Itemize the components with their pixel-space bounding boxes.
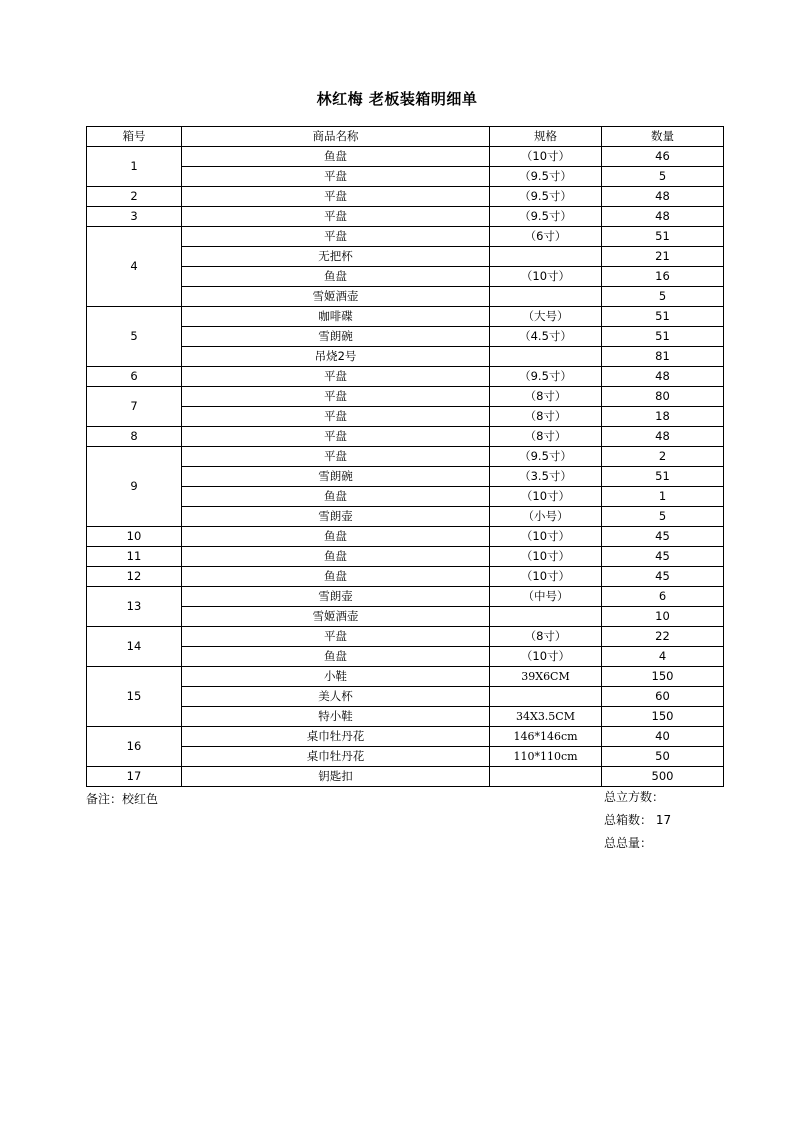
table-row bbox=[87, 547, 724, 567]
quantity-cell: 500 bbox=[602, 767, 724, 787]
box-number-cell: 15 bbox=[87, 667, 182, 727]
box-number-cell: 7 bbox=[87, 387, 182, 427]
product-name-cell: 平盘 bbox=[182, 367, 490, 387]
product-name-cell: 钥匙扣 bbox=[182, 767, 490, 787]
table-row bbox=[87, 527, 724, 547]
box-number-cell: 17 bbox=[87, 767, 182, 787]
product-name-cell: 鱼盘 bbox=[182, 547, 490, 567]
table-row bbox=[87, 167, 724, 187]
box-number-cell: 10 bbox=[87, 527, 182, 547]
specification-cell: （10寸） bbox=[490, 487, 602, 507]
specification-cell: （10寸） bbox=[490, 567, 602, 587]
quantity-cell: 40 bbox=[602, 727, 724, 747]
product-name-cell: 平盘 bbox=[182, 167, 490, 187]
table-row bbox=[87, 367, 724, 387]
table-row bbox=[87, 747, 724, 767]
box-number-cell: 16 bbox=[87, 727, 182, 767]
specification-cell: （小号） bbox=[490, 507, 602, 527]
quantity-cell: 5 bbox=[602, 507, 724, 527]
product-name-cell: 平盘 bbox=[182, 447, 490, 467]
specification-cell: 110*110cm bbox=[490, 747, 602, 767]
product-name-cell: 雪姬酒壶 bbox=[182, 607, 490, 627]
summary-block bbox=[604, 790, 671, 859]
product-name-cell: 鱼盘 bbox=[182, 527, 490, 547]
specification-cell: （10寸） bbox=[490, 527, 602, 547]
quantity-cell: 45 bbox=[602, 527, 724, 547]
table-row bbox=[87, 227, 724, 247]
product-name-cell: 鱼盘 bbox=[182, 647, 490, 667]
specification-cell: （6寸） bbox=[490, 227, 602, 247]
product-name-cell: 雪姬酒壶 bbox=[182, 287, 490, 307]
table-row bbox=[87, 387, 724, 407]
document-title: 林红梅 老板装箱明细单 bbox=[316, 90, 478, 108]
specification-cell: （10寸） bbox=[490, 547, 602, 567]
table-row bbox=[87, 487, 724, 507]
table-row bbox=[87, 427, 724, 447]
product-name-cell: 吊烧2号 bbox=[182, 347, 490, 367]
product-name-cell: 鱼盘 bbox=[182, 267, 490, 287]
specification-cell: （9.5寸） bbox=[490, 367, 602, 387]
box-number-cell: 11 bbox=[87, 547, 182, 567]
table-row bbox=[87, 467, 724, 487]
product-name-cell: 平盘 bbox=[182, 207, 490, 227]
quantity-cell: 5 bbox=[602, 287, 724, 307]
table-row bbox=[87, 507, 724, 527]
quantity-cell: 48 bbox=[602, 427, 724, 447]
total-boxes: 总箱数： 17 bbox=[604, 813, 672, 827]
product-name-cell: 鱼盘 bbox=[182, 147, 490, 167]
quantity-cell: 150 bbox=[602, 707, 724, 727]
specification-cell: （8寸） bbox=[490, 427, 602, 447]
specification-cell: （10寸） bbox=[490, 647, 602, 667]
product-name-cell: 咖啡碟 bbox=[182, 307, 490, 327]
table-row bbox=[87, 447, 724, 467]
box-number-cell: 2 bbox=[87, 187, 182, 207]
quantity-cell: 1 bbox=[602, 487, 724, 507]
table-row bbox=[87, 287, 724, 307]
product-name-cell: 雪朗壶 bbox=[182, 507, 490, 527]
product-name-cell: 特小鞋 bbox=[182, 707, 490, 727]
quantity-cell: 22 bbox=[602, 627, 724, 647]
quantity-cell: 10 bbox=[602, 607, 724, 627]
quantity-cell: 48 bbox=[602, 207, 724, 227]
remarks: 备注：校红色 bbox=[86, 792, 159, 806]
specification-cell: （9.5寸） bbox=[490, 447, 602, 467]
quantity-cell: 18 bbox=[602, 407, 724, 427]
quantity-cell: 6 bbox=[602, 587, 724, 607]
quantity-cell: 16 bbox=[602, 267, 724, 287]
table-row bbox=[87, 687, 724, 707]
quantity-cell: 51 bbox=[602, 307, 724, 327]
table-row bbox=[87, 727, 724, 747]
table-row bbox=[87, 567, 724, 587]
table-row bbox=[87, 187, 724, 207]
box-number-cell: 3 bbox=[87, 207, 182, 227]
product-name-cell: 雪朗壶 bbox=[182, 587, 490, 607]
box-number-cell: 13 bbox=[87, 587, 182, 627]
quantity-cell: 45 bbox=[602, 547, 724, 567]
specification-cell: （8寸） bbox=[490, 407, 602, 427]
quantity-cell: 80 bbox=[602, 387, 724, 407]
table-row bbox=[87, 267, 724, 287]
header-product-name: 商品名称 bbox=[182, 127, 490, 147]
table-row bbox=[87, 307, 724, 327]
box-number-cell: 6 bbox=[87, 367, 182, 387]
header-specification: 规格 bbox=[490, 127, 602, 147]
quantity-cell: 51 bbox=[602, 467, 724, 487]
quantity-cell: 45 bbox=[602, 567, 724, 587]
product-name-cell: 雪朗碗 bbox=[182, 327, 490, 347]
table-row bbox=[87, 147, 724, 167]
header-quantity: 数量 bbox=[602, 127, 724, 147]
specification-cell bbox=[490, 687, 602, 707]
specification-cell: 39X6CM bbox=[490, 667, 602, 687]
box-number-cell: 1 bbox=[87, 147, 182, 187]
quantity-cell: 21 bbox=[602, 247, 724, 267]
quantity-cell: 4 bbox=[602, 647, 724, 667]
product-name-cell: 平盘 bbox=[182, 427, 490, 447]
table-body bbox=[87, 147, 724, 787]
specification-cell: （中号） bbox=[490, 587, 602, 607]
packing-list-table bbox=[86, 126, 724, 787]
product-name-cell: 鱼盘 bbox=[182, 567, 490, 587]
specification-cell: （4.5寸） bbox=[490, 327, 602, 347]
quantity-cell: 5 bbox=[602, 167, 724, 187]
product-name-cell: 桌巾牡丹花 bbox=[182, 747, 490, 767]
box-number-cell: 4 bbox=[87, 227, 182, 307]
table-row bbox=[87, 247, 724, 267]
table-row bbox=[87, 607, 724, 627]
box-number-cell: 8 bbox=[87, 427, 182, 447]
box-number-cell: 5 bbox=[87, 307, 182, 367]
table-row bbox=[87, 627, 724, 647]
table-row bbox=[87, 587, 724, 607]
table-row bbox=[87, 767, 724, 787]
quantity-cell: 150 bbox=[602, 667, 724, 687]
quantity-cell: 50 bbox=[602, 747, 724, 767]
specification-cell bbox=[490, 247, 602, 267]
specification-cell: （9.5寸） bbox=[490, 207, 602, 227]
quantity-cell: 2 bbox=[602, 447, 724, 467]
specification-cell: （8寸） bbox=[490, 627, 602, 647]
product-name-cell: 平盘 bbox=[182, 227, 490, 247]
table-row bbox=[87, 347, 724, 367]
quantity-cell: 51 bbox=[602, 227, 724, 247]
header-box-number: 箱号 bbox=[87, 127, 182, 147]
quantity-cell: 48 bbox=[602, 367, 724, 387]
box-number-cell: 14 bbox=[87, 627, 182, 667]
total-volume: 总立方数： bbox=[604, 790, 665, 804]
product-name-cell: 雪朗碗 bbox=[182, 467, 490, 487]
box-number-cell: 12 bbox=[87, 567, 182, 587]
product-name-cell: 平盘 bbox=[182, 627, 490, 647]
specification-cell: （3.5寸） bbox=[490, 467, 602, 487]
quantity-cell: 46 bbox=[602, 147, 724, 167]
product-name-cell: 平盘 bbox=[182, 387, 490, 407]
table-row bbox=[87, 207, 724, 227]
product-name-cell: 平盘 bbox=[182, 187, 490, 207]
quantity-cell: 51 bbox=[602, 327, 724, 347]
specification-cell bbox=[490, 287, 602, 307]
quantity-cell: 48 bbox=[602, 187, 724, 207]
table-row bbox=[87, 647, 724, 667]
product-name-cell: 美人杯 bbox=[182, 687, 490, 707]
product-name-cell: 平盘 bbox=[182, 407, 490, 427]
specification-cell: （8寸） bbox=[490, 387, 602, 407]
product-name-cell: 小鞋 bbox=[182, 667, 490, 687]
specification-cell: 34X3.5CM bbox=[490, 707, 602, 727]
specification-cell: （9.5寸） bbox=[490, 187, 602, 207]
specification-cell: （9.5寸） bbox=[490, 167, 602, 187]
product-name-cell: 无把杯 bbox=[182, 247, 490, 267]
table-header-row bbox=[87, 127, 724, 147]
table-row bbox=[87, 667, 724, 687]
specification-cell: （10寸） bbox=[490, 267, 602, 287]
box-number-cell: 9 bbox=[87, 447, 182, 527]
specification-cell bbox=[490, 347, 602, 367]
table-row bbox=[87, 327, 724, 347]
table-row bbox=[87, 407, 724, 427]
specification-cell bbox=[490, 767, 602, 787]
specification-cell: （大号） bbox=[490, 307, 602, 327]
total-quantity: 总总量： bbox=[604, 836, 653, 850]
specification-cell: 146*146cm bbox=[490, 727, 602, 747]
product-name-cell: 桌巾牡丹花 bbox=[182, 727, 490, 747]
product-name-cell: 鱼盘 bbox=[182, 487, 490, 507]
specification-cell: （10寸） bbox=[490, 147, 602, 167]
specification-cell bbox=[490, 607, 602, 627]
table-row bbox=[87, 707, 724, 727]
quantity-cell: 81 bbox=[602, 347, 724, 367]
quantity-cell: 60 bbox=[602, 687, 724, 707]
